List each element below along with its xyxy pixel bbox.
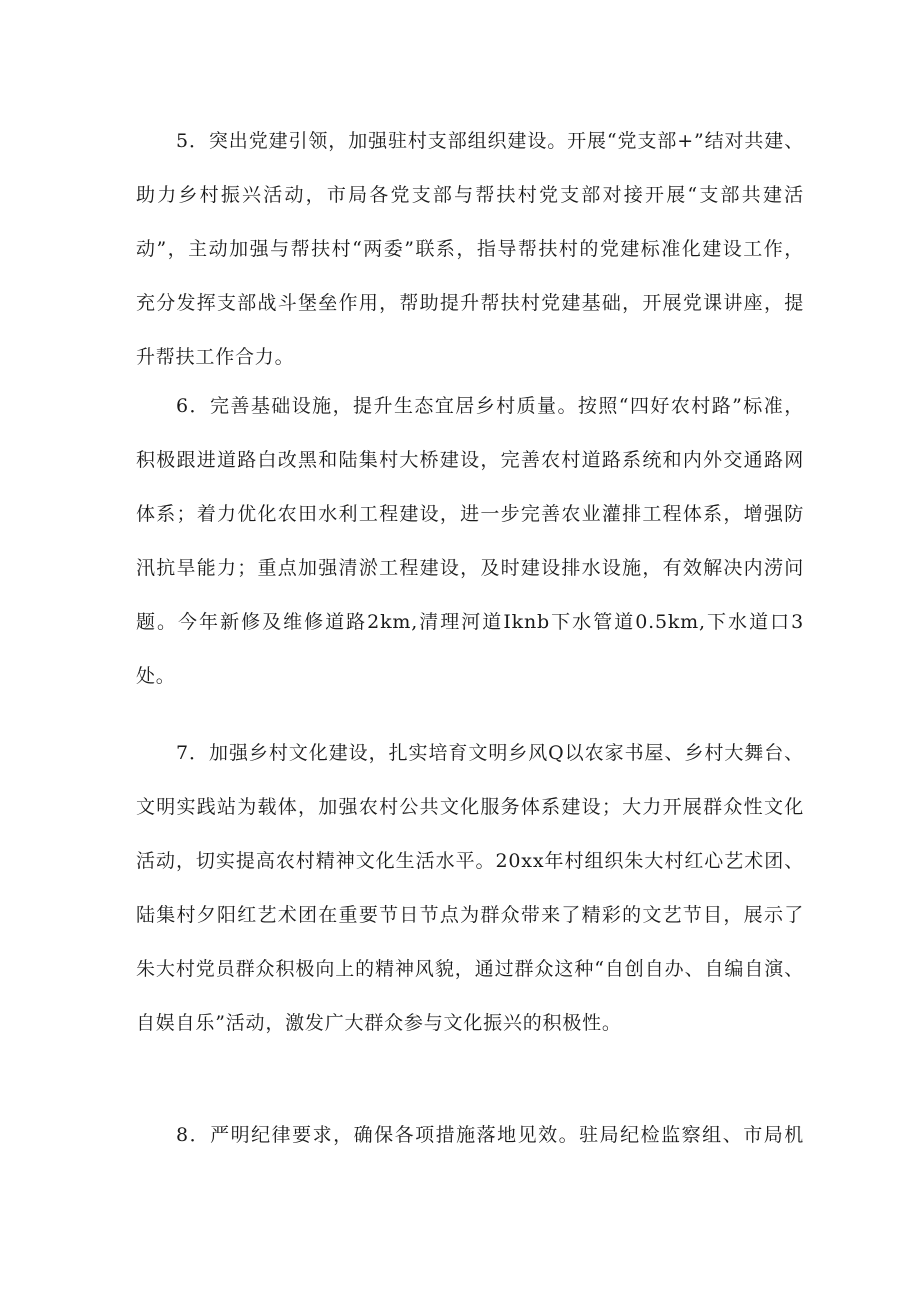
paragraph-line: 升帮扶工作合力。: [136, 346, 295, 368]
paragraph-line: 处。: [136, 665, 176, 687]
paragraph-line: 8．严明纪律要求，确保各项措施落地见效。驻局纪检监察组、市局机: [176, 1124, 804, 1146]
paragraph-line: 文明实践站为载体，加强农村公共文化服务体系建设；大力开展群众性文化: [136, 796, 804, 818]
paragraph-7: [136, 726, 804, 1050]
paragraph-line: 朱大村党员群众积极向上的精神风貌，通过群众这种“自创自办、自编自演、: [136, 958, 804, 980]
paragraph-line: 6．完善基础设施，提升生态宜居乡村质量。按照“四好农村路”标准，: [176, 395, 804, 417]
paragraph-line: 充分发挥支部战斗堡垒作用，帮助提升帮扶村党建基础，开展党课讲座，提: [136, 292, 804, 314]
paragraph-line: 自娱自乐”活动，激发广大群众参与文化振兴的积极性。: [136, 1012, 622, 1034]
paragraph-line: 助力乡村振兴活动，市局各党支部与帮扶村党支部对接开展“支部共建活: [136, 184, 804, 206]
paragraph-line: 汛抗旱能力；重点加强清淤工程建设，及时建设排水设施，有效解决内涝问: [136, 557, 804, 579]
paragraph-line: 积极跟进道路白改黑和陆集村大桥建设，完善农村道路系统和内外交通路网: [136, 449, 804, 471]
paragraph-8: [136, 1108, 804, 1162]
paragraph-line: 题。今年新修及维修道路2km,清理河道Iknb下水管道0.5km,下水道口3: [136, 611, 804, 633]
paragraph-line: 陆集村夕阳红艺术团在重要节日节点为群众带来了精彩的文艺节目，展示了: [136, 904, 804, 926]
paragraph-line: 动”，主动加强与帮扶村“两委”联系，指导帮扶村的党建标准化建设工作，: [136, 238, 804, 260]
paragraph-line: 活动，切实提高农村精神文化生活水平。20xx年村组织朱大村红心艺术团、: [136, 850, 804, 872]
paragraph-line: 5．突出党建引领，加强驻村支部组织建设。开展“党支部+”结对共建、: [176, 130, 804, 152]
paragraph-line: 7．加强乡村文化建设，扎实培育文明乡风Q以农家书屋、乡村大舞台、: [176, 742, 804, 764]
paragraph-line: 体系；着力优化农田水利工程建设，进一步完善农业灌排工程体系，增强防: [136, 503, 804, 525]
paragraph-5: [136, 114, 804, 384]
paragraph-6: [136, 379, 804, 703]
